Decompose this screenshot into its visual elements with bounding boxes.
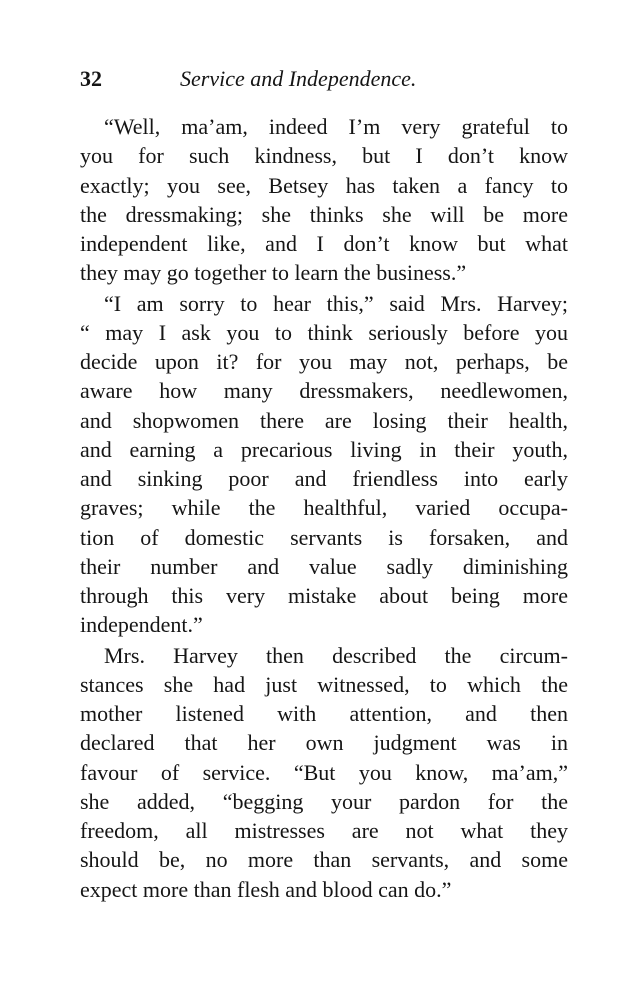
paragraph-3	[80, 641, 568, 904]
text-line: through this very mistake about being more	[80, 583, 568, 608]
text-line: graves; while the healthful, varied occupa-	[80, 495, 568, 521]
text-line: declared that her own judgment was in	[80, 730, 568, 756]
text-line: and sinking poor and friendless into early	[80, 466, 568, 491]
text-line: aware how many dressmakers, needlewomen,	[80, 378, 568, 404]
text-line: stances she had just witnessed, to which the	[80, 671, 568, 697]
page-number: 32	[80, 66, 102, 91]
text-line: tion of domestic servants is forsaken, and	[80, 524, 568, 550]
text-line: mother listened with attention, and then	[80, 701, 568, 726]
text-line: their number and value sadly diminishing	[80, 553, 568, 579]
text-line: “Well, ma’am, indeed I’m very grateful to	[104, 114, 568, 139]
body-text	[80, 112, 568, 905]
text-line: “I am sorry to hear this,” said Mrs. Harvey;	[104, 290, 568, 316]
text-line: expect more than flesh and blood can do.”	[80, 876, 452, 902]
text-line: freedom, all mistresses are not what they	[80, 818, 568, 843]
paragraph-2	[80, 289, 568, 640]
text-line: they may go together to learn the business.”	[80, 260, 467, 286]
text-line: and shopwomen there are losing their health,	[80, 407, 568, 433]
paragraph-1	[80, 112, 568, 288]
text-line: the dressmaking; she thinks she will be more	[80, 201, 568, 227]
text-line: you for such kindness, but I don’t know	[80, 143, 568, 169]
text-line: should be, no more than servants, and some	[80, 847, 568, 873]
text-line: independent like, and I don’t know but what	[80, 231, 568, 256]
text-line: exactly; you see, Betsey has taken a fancy to	[80, 172, 568, 198]
text-line: and earning a precarious living in their youth,	[80, 436, 568, 462]
text-line: she added, “begging your pardon for the	[80, 788, 568, 814]
text-line: “ may I ask you to think seriously before you	[80, 319, 568, 345]
running-title: Service and Independence.	[180, 66, 417, 91]
text-line: favour of service. “But you know, ma’am,”	[80, 759, 568, 785]
text-line: decide upon it? for you may not, perhaps, be	[80, 349, 568, 374]
text-line: Mrs. Harvey then described the circum-	[104, 642, 568, 668]
page-header	[80, 66, 575, 100]
text-line: independent.”	[80, 612, 203, 638]
